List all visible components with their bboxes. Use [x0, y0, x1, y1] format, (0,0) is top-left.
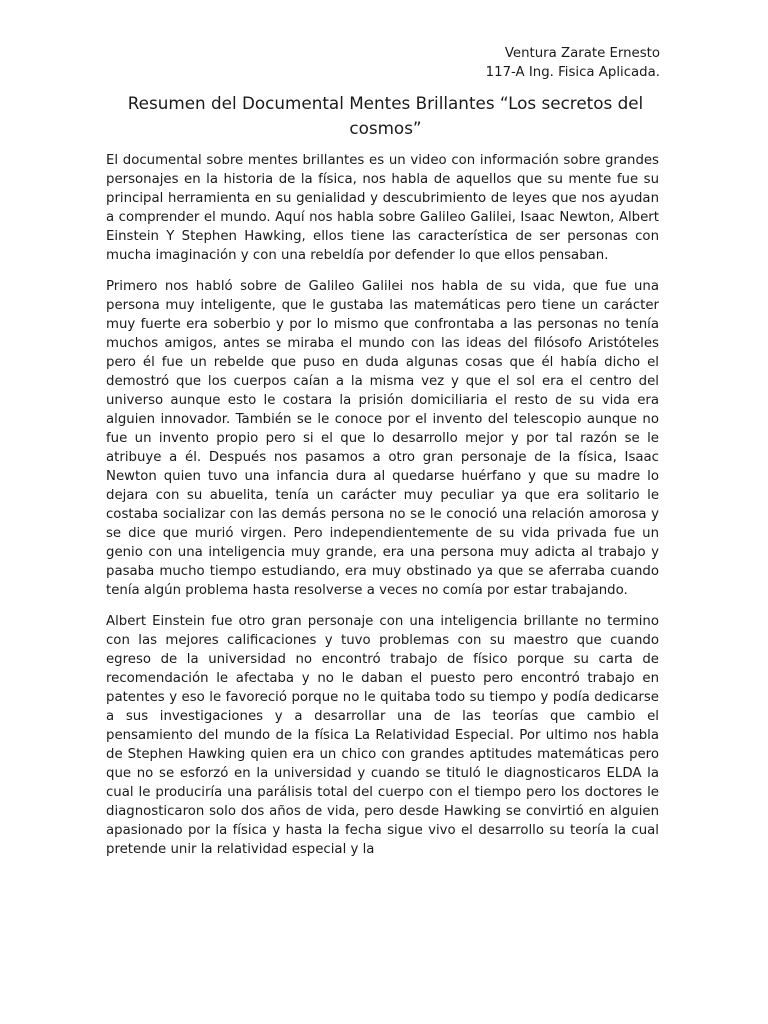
- document-title: Resumen del Documental Mentes Brillantes “Los secretos del cosmos”: [127, 93, 644, 138]
- course-label: 117-A Ing. Fisica Aplicada.: [485, 65, 660, 80]
- author-name: Ventura Zarate Ernesto: [504, 46, 660, 61]
- author-block: [486, 44, 660, 82]
- paragraph: El documental sobre mentes brillantes es un video con información sobre grandes personajes en la historia de la física, nos habla de aquellos que su mente fue su principal herramienta en su genialidad y descubrimiento de leyes que nos ayudan a comprender el mundo. Aquí nos habla sobre Galileo Galilei, Isaac Newton, Albert Einstein Y Stephen Hawking, ellos tiene las característica de ser personas con mucha imaginación y con una rebeldía por defender lo que ellos pensaban.: [106, 153, 659, 263]
- paragraph: Primero nos habló sobre de Galileo Galilei nos habla de su vida, que fue una persona muy inteligente, que le gustaba las matemáticas pero tiene un carácter muy fuerte era soberbio y por lo mismo que confrontaba a las personas no tenía muchos amigos, antes se miraba el mundo con las ideas del filósofo Aristóteles pero él fue un rebelde que puso en duda algunas cosas que él había dicho el demostró que los cuerpos caían a la misma vez y que el sol era el centro del universo aunque esto le costara la prisión domiciliaria el resto de su vida era alguien innovador. También se le conoce por el invento del telescopio aunque no fue un invento propio pero si el que lo desarrollo mejor y por tal razón se le atribuye a él. Después nos pasamos a otro gran personaje de la física, Isaac Newton quien tuvo una infancia dura al quedarse huérfano y que su madre lo dejara con su abuelita, tenía un carácter muy peculiar ya que era solitario le costaba socializar con las demás persona no se le conoció una relación amorosa y se dice que murió virgen. Pero independientemente de su vida privada fue un genio con una inteligencia muy grande, era una persona muy adicta al trabajo y pasaba mucho tiempo estudiando, era muy obstinado ya que se aferraba cuando tenía algún problema hasta resolverse a veces no comía por estar trabajando.: [106, 279, 659, 598]
- document-body: [106, 151, 659, 871]
- paragraph: Albert Einstein fue otro gran personaje con una inteligencia brillante no termino con las mejores calificaciones y tuvo problemas con su maestro que cuando egreso de la universidad no encontró trabajo de físico porque su carta de recomendación le afectaba y no le daban el puesto pero encontró trabajo en patentes y eso le favoreció porque no le quitaba todo su tiempo y podía dedicarse a sus investigaciones y a desarrollar una de las teorías que cambio el pensamiento del mundo de la física La Relatividad Especial. Por ultimo nos habla de Stephen Hawking quien era un chico con grandes aptitudes matemáticas pero que no se esforzó en la universidad y cuando se tituló le diagnosticaros ELDA la cual le produciría una parálisis total del cuerpo con el tiempo pero los doctores le diagnosticaron solo dos años de vida, pero desde Hawking se convirtió en alguien apasionado por la física y hasta la fecha sigue vivo el desarrollo su teoría la cual pretende unir la relatividad especial y la: [106, 614, 659, 857]
